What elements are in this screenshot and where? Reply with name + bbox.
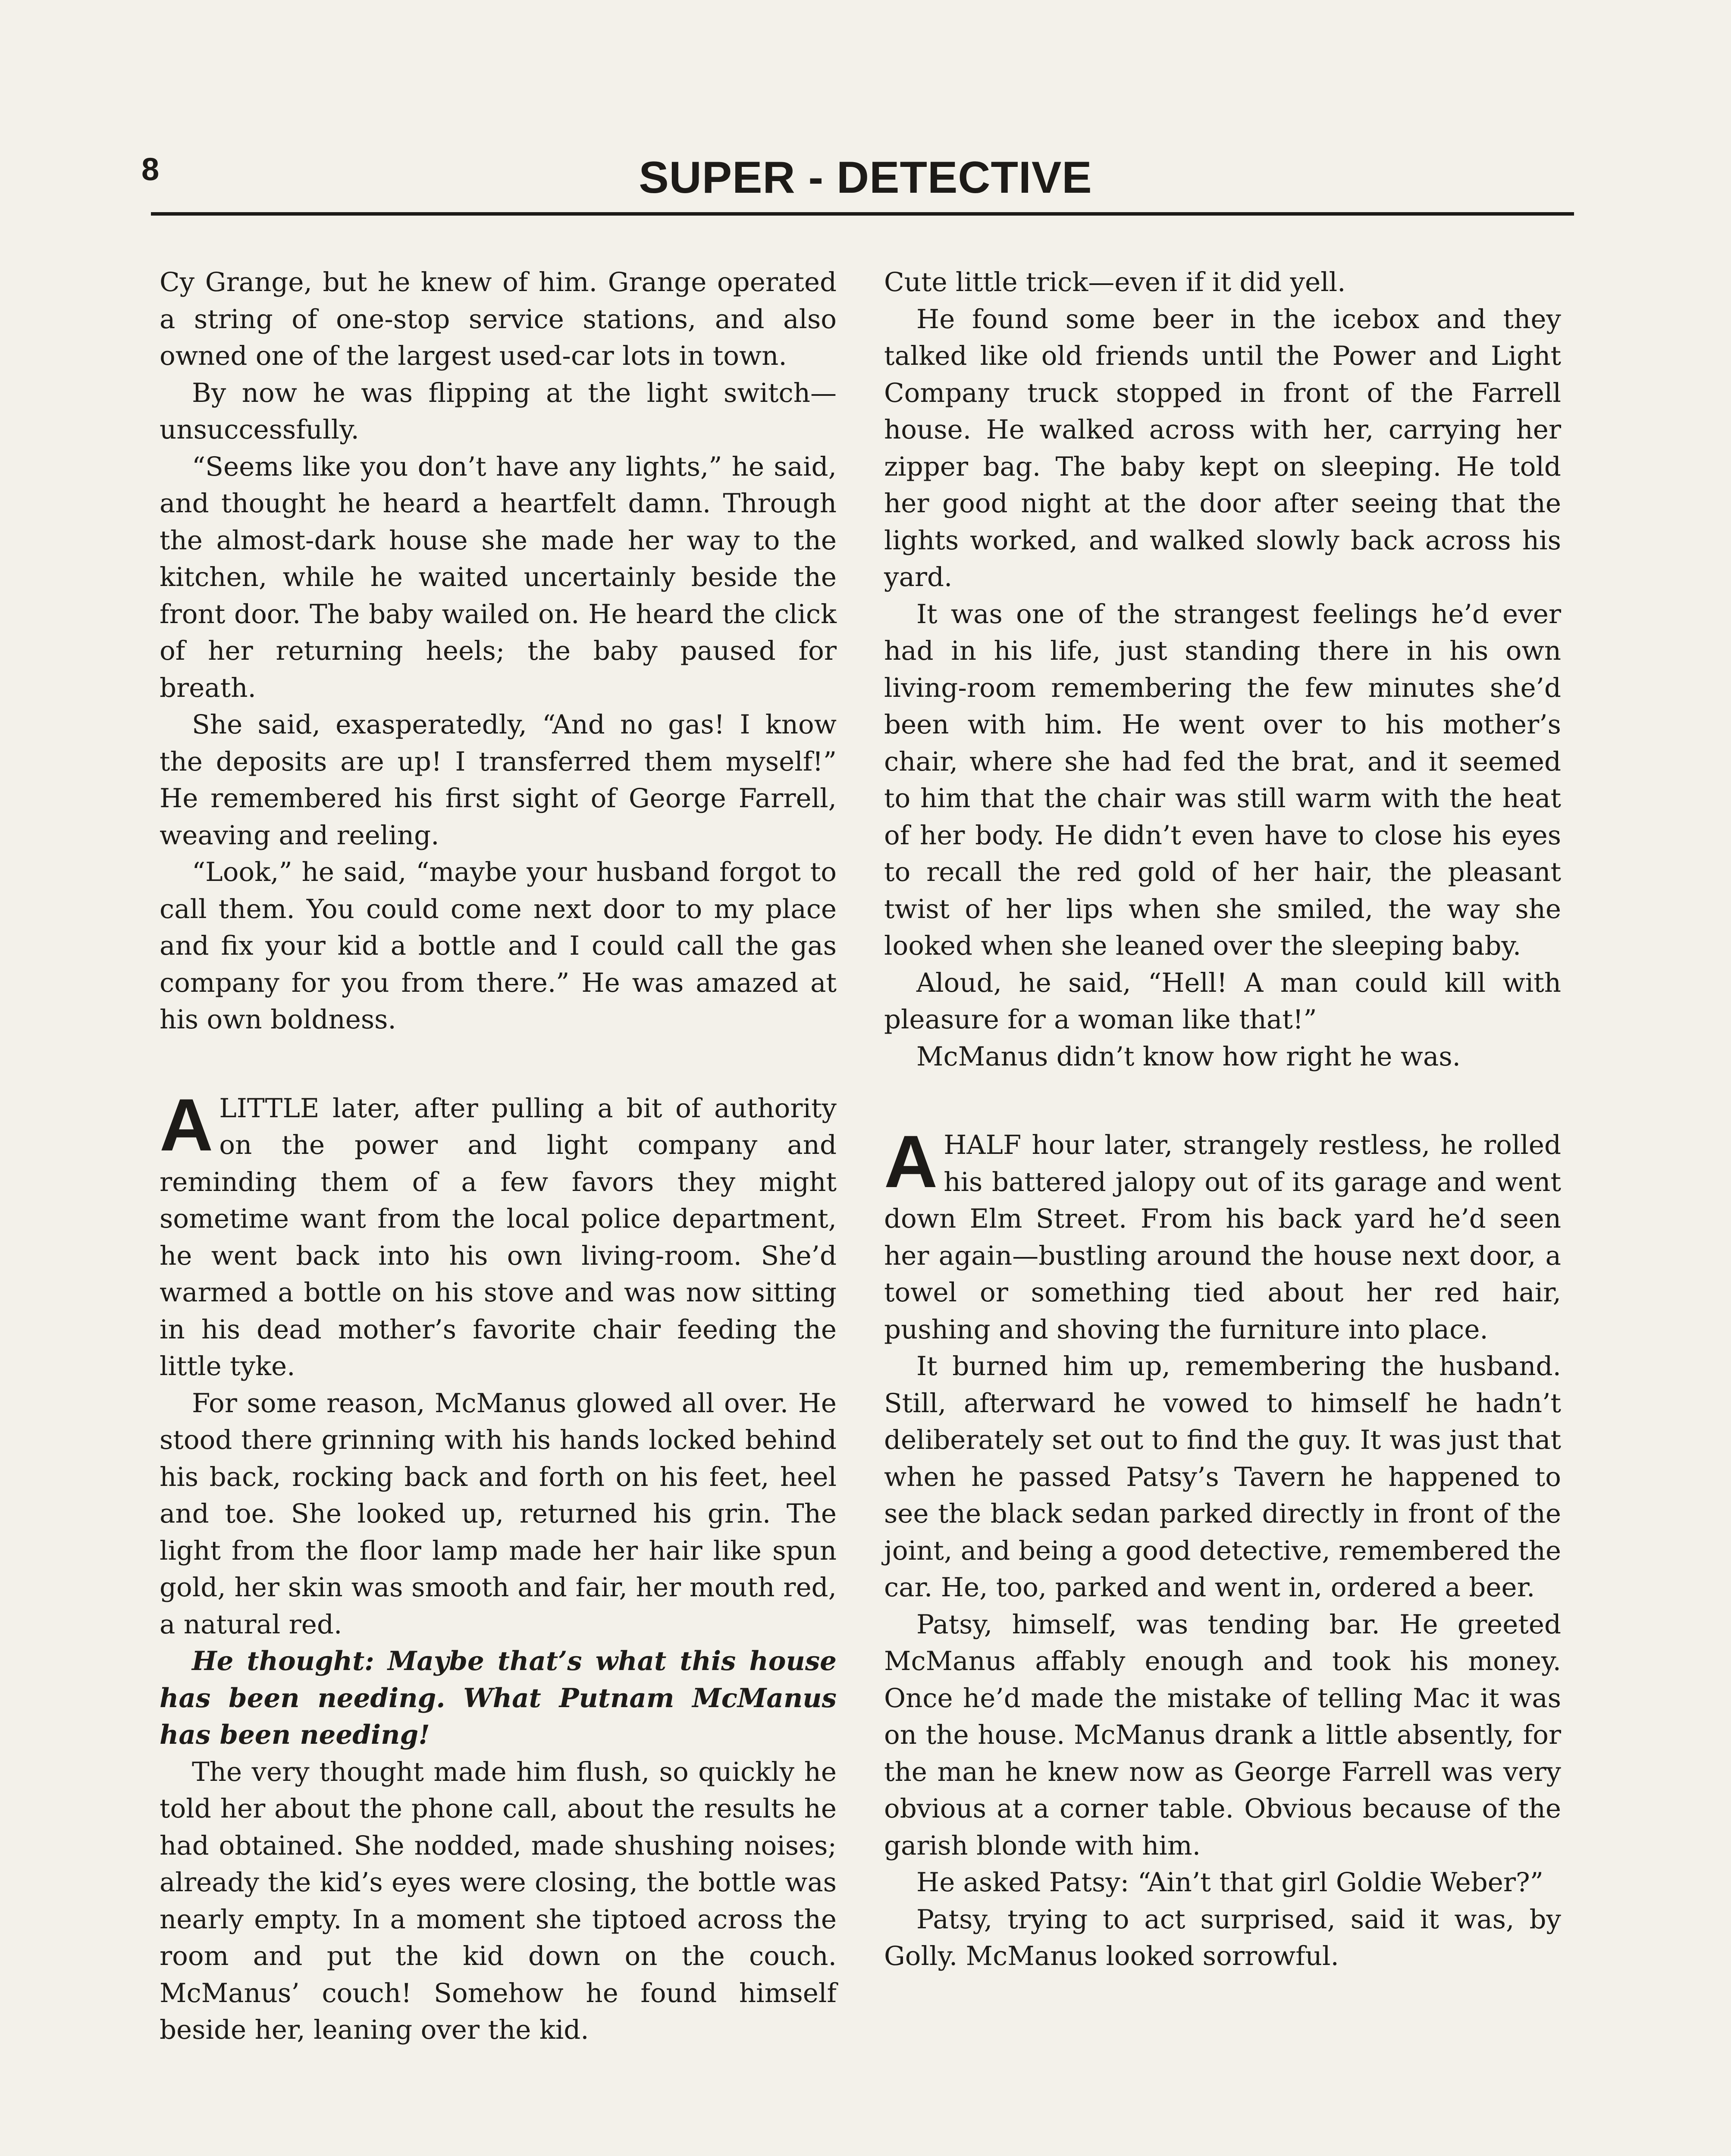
left-column — [160, 264, 837, 2049]
section-break — [884, 1075, 1561, 1127]
header-rule — [151, 212, 1574, 216]
page-number: 8 — [141, 151, 160, 187]
right-column — [884, 264, 1561, 1975]
paragraph: By now he was flipping at the light switch—unsuccessfully. — [160, 377, 837, 445]
paragraph: He found some beer in the icebox and they talked like old friends until the Power and Light Company truck stopped in front of the Farrell house. He walked across with her, carrying her zipper bag. The baby kept on sleeping. He told her good night at the door after seeing that the lights worked, and walked slowly back across his yard. — [884, 304, 1561, 592]
drop-cap: A — [884, 1120, 938, 1203]
paragraph: Cy Grange, but he knew of him. Grange operated a string of one-stop service stations, and also owned one of the largest used-car lots in town. — [160, 267, 837, 371]
paragraph: Aloud, he said, “Hell! A man could kill with pleasure for a woman like that!” — [884, 967, 1561, 1035]
paragraph: McManus didn’t know how right he was. — [916, 1041, 1461, 1072]
paragraph: She said, exasperatedly, “And no gas! I know the deposits are up! I transferred them myself!” He remembered his first sight of George Farrell, weaving and reeling. — [160, 709, 837, 851]
section-opening-paragraph — [884, 1120, 1561, 1348]
paragraph: For some reason, McManus glowed all over. He stood there grinning with his hands locked behind his back, rocking back and forth on his feet, heel and toe. She looked up, returned his grin. The light from the floor lamp made her hair like spun gold, her skin was smooth and fair, her mouth red, a natural red. — [160, 1388, 837, 1640]
paragraph: Cute little trick—even if it did yell. — [884, 267, 1346, 298]
paragraph: It burned him up, remembering the husband. Still, afterward he vowed to himself he hadn’t deliberately set out to find the guy. It was just that when he passed Patsy’s Tavern he happened to see the black sedan parked directly in front of the joint, and being a good detective, remembered the car. He, too, parked and went in, ordered a beer. — [884, 1351, 1561, 1603]
section-opening-text: HALF hour later, strangely restless, he rolled his battered jalopy out of its garage and went down Elm Street. From his back yard he’d seen her again—bustling around the house next door, a towel or something tied about her red hair, pushing and shoving the furniture into place. — [884, 1130, 1561, 1345]
italic-thought-paragraph: He thought: Maybe that’s what this house has been needing. What Putnam McManus has been needing! — [160, 1646, 837, 1750]
paragraph: Patsy, himself, was tending bar. He greeted McManus affably enough and took his money. Once he’d made the mistake of telling Mac it was on the house. McManus drank a little absently, for the man he knew now as George Farrell was very obvious at a corner table. Obvious because of the garish blonde with him. — [884, 1609, 1561, 1861]
section-break — [160, 1038, 837, 1090]
paragraph: “Seems like you don’t have any lights,” he said, and thought he heard a heartfelt damn. Through the almost-dark house she made her way to the kitchen, while he waited uncertainly beside the front door. The baby wailed on. He heard the click of her returning heels; the baby paused for breath. — [160, 451, 837, 703]
drop-cap: A — [160, 1083, 213, 1166]
section-opening-text: LITTLE later, after pulling a bit of authority on the power and light company and reminding them of a few favors they might sometime want from the local police department, he went back into his own living-room. She’d warmed a bottle on his stove and was now sitting in his dead mother’s favorite chair feeding the little tyke. — [160, 1093, 837, 1382]
section-opening-paragraph — [160, 1083, 837, 1385]
paragraph: The very thought made him flush, so quickly he told her about the phone call, about the results he had obtained. She nodded, made shushing noises; already the kid’s eyes were closing, the bottle was nearly empty. In a moment she tiptoed across the room and put the kid down on the couch. McManus’ couch! Somehow he found himself beside her, leaning over the kid. — [160, 1756, 837, 2045]
paragraph: “Look,” he said, “maybe your husband forgot to call them. You could come next door to my place and fix your kid a bottle and I could call the gas company for you from there.” He was amazed at his own boldness. — [160, 857, 837, 1035]
paragraph: It was one of the strangest feelings he’d ever had in his life, just standing there in his own living-room remembering the few minutes she’d been with him. He went over to his mother’s chair, where she had fed the brat, and it seemed to him that the chair was still warm with the heat of her body. He didn’t even have to close his eyes to recall the red gold of her hair, the pleasant twist of her lips when she smiled, the way she looked when she leaned over the sleeping baby. — [884, 599, 1561, 961]
paragraph: He asked Patsy: “Ain’t that girl Goldie Weber?” — [916, 1867, 1543, 1898]
paragraph: Patsy, trying to act surprised, said it was, by Golly. McManus looked sorrowful. — [884, 1904, 1561, 1971]
running-title: SUPER - DETECTIVE — [639, 153, 1092, 203]
